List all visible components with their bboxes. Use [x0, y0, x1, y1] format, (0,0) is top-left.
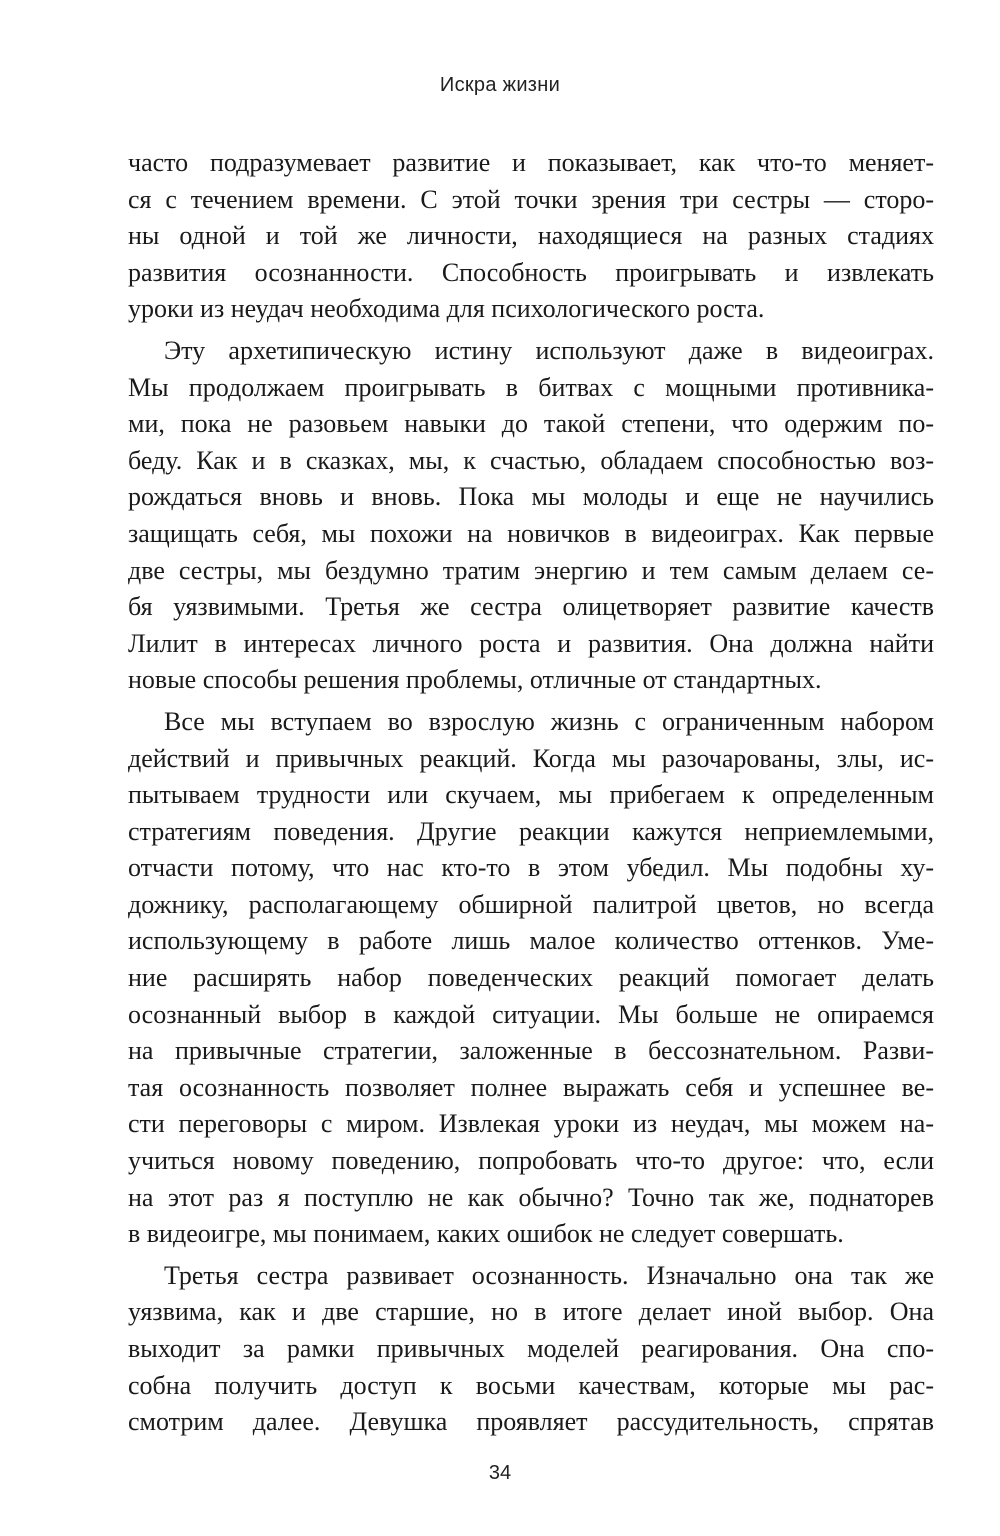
- text-line: Третья сестра развивает осознанность. Изначально она так же: [164, 1260, 934, 1290]
- text-line: две сестры, мы бездумно тратим энергию и тем самым делаем се-: [128, 555, 934, 585]
- text-line: выходит за рамки привычных моделей реагирования. Она спо-: [128, 1334, 934, 1363]
- text-line: бя уязвимыми. Третья же сестра олицетворяет развитие качеств: [128, 592, 934, 622]
- text-line: смотрим далее. Девушка проявляет рассудительность, спрятав: [128, 1407, 934, 1437]
- text-line: сти переговоры с миром. Извлекая уроки из неудач, мы можем на-: [128, 1109, 934, 1139]
- paragraph-2: [128, 333, 934, 699]
- text-line: Все мы вступаем во взрослую жизнь с ограниченным набором: [164, 706, 934, 736]
- text-line: ние расширять набор поведенческих реакций помогает делать: [128, 963, 934, 993]
- text-line: Мы продолжаем проигрывать в битвах с мощными противника-: [128, 372, 934, 402]
- text-line: отчасти потому, что нас кто-то в этом убедил. Мы подобны ху-: [128, 853, 934, 883]
- body-text: [128, 145, 934, 1446]
- text-line: дожнику, располагающему обширной палитрой цветов, но всегда: [128, 889, 934, 919]
- page-number: 34: [488, 1462, 512, 1484]
- text-line: стратегиям поведения. Другие реакции кажутся неприемлемыми,: [128, 816, 934, 846]
- text-line: на этот раз я поступлю не как обычно? Точно так же, поднаторев: [128, 1182, 934, 1212]
- running-head: Искра жизни: [439, 74, 561, 96]
- text-line: уроки из неудач необходима для психологического роста.: [128, 294, 765, 324]
- text-line: учиться новому поведению, попробовать что-то другое: что, если: [128, 1146, 934, 1176]
- text-line: новые способы решения проблемы, отличные от стандартных.: [128, 665, 822, 695]
- paragraph-4: [128, 1258, 934, 1441]
- text-line: ны одной и той же личности, находящиеся на разных стадиях: [128, 221, 934, 251]
- text-line: развития осознанности. Способность проигрывать и извлекать: [128, 257, 934, 287]
- text-line: ся с течением времени. С этой точки зрения три сестры — сторо-: [128, 184, 934, 214]
- text-line: ми, пока не разовьем навыки до такой степени, что одержим по-: [128, 409, 934, 439]
- text-line: Лилит в интересах личного роста и развития. Она должна найти: [128, 628, 934, 658]
- text-line: пытываем трудности или скучаем, мы прибегаем к определенным: [128, 780, 934, 810]
- text-line: в видеоигре, мы понимаем, каких ошибок не следует совершать.: [128, 1219, 844, 1249]
- text-line: использующему в работе лишь малое количество оттенков. Уме-: [128, 926, 934, 956]
- text-line: Эту архетипическую истину используют даже в видеоиграх.: [164, 335, 934, 365]
- text-line: собна получить доступ к восьми качествам, которые мы рас-: [128, 1370, 934, 1400]
- text-line: тая осознанность позволяет полнее выражать себя и успешнее ве-: [128, 1072, 934, 1102]
- paragraph-3: [128, 704, 934, 1253]
- text-line: беду. Как и в сказках, мы, к счастью, обладаем способностью воз-: [128, 445, 934, 475]
- text-line: действий и привычных реакций. Когда мы разочарованы, злы, ис-: [128, 743, 934, 773]
- paragraph-1: [128, 145, 934, 328]
- text-line: защищать себя, мы похожи на новичков в видеоиграх. Как первые: [128, 518, 934, 548]
- text-line: часто подразумевает развитие и показывает, как что-то меняет-: [128, 148, 934, 177]
- text-line: рождаться вновь и вновь. Пока мы молоды и еще не научились: [128, 482, 934, 512]
- text-line: уязвима, как и две старшие, но в итоге делает иной выбор. Она: [128, 1297, 934, 1327]
- text-line: осознанный выбор в каждой ситуации. Мы больше не опираемся: [128, 999, 934, 1029]
- text-line: на привычные стратегии, заложенные в бессознательном. Разви-: [128, 1036, 934, 1066]
